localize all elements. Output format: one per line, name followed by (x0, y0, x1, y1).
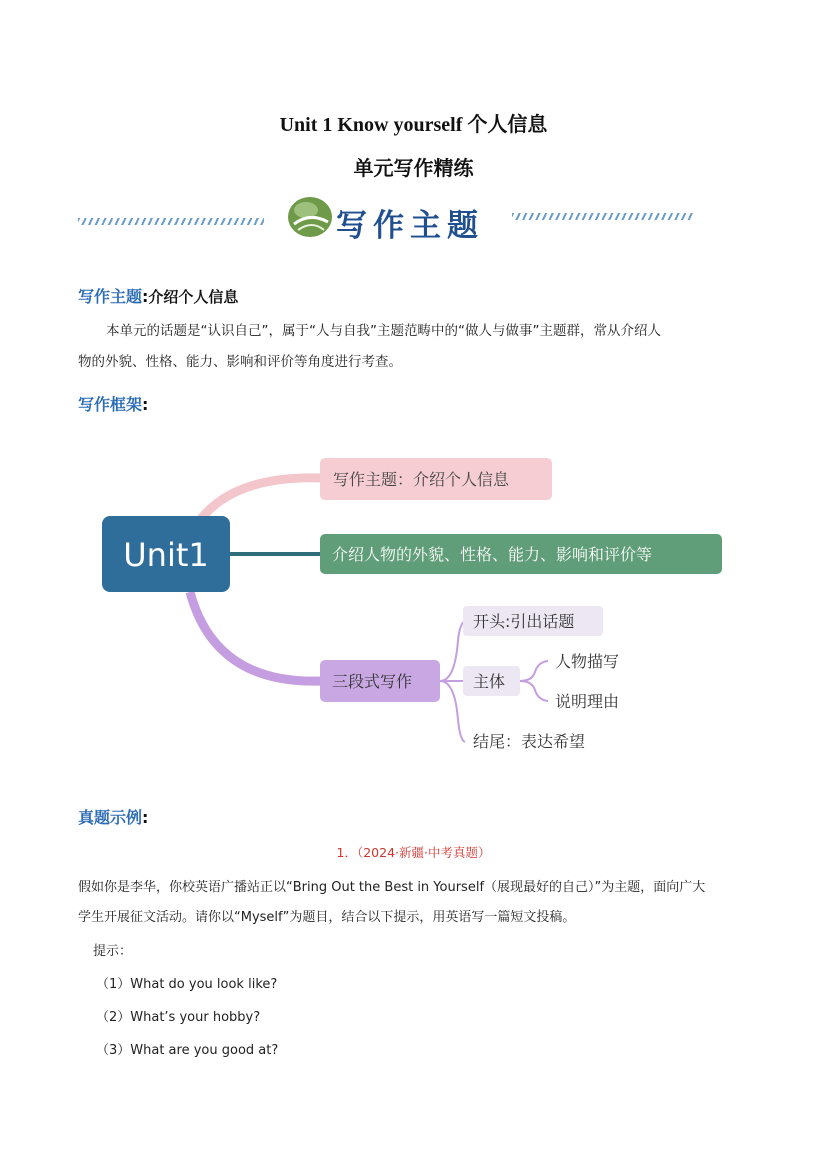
branch-body-b (520, 681, 548, 701)
node3-label: 三段式写作 (332, 672, 413, 691)
hint-item: （3）What are you good at? (96, 1043, 279, 1058)
banner-left-stripe (78, 218, 264, 225)
topic-value: 介绍个人信息 (148, 288, 239, 306)
node2-label: 介绍人物的外貌、性格、能力、影响和评价等 (332, 545, 653, 564)
examples-colon: : (142, 808, 149, 827)
framework-heading-line (78, 392, 148, 415)
document-subtitle: 单元写作精练 (353, 158, 474, 180)
node1-label: 写作主题：介绍个人信息 (333, 470, 510, 489)
framework-colon: : (142, 395, 149, 414)
document-title: Unit 1 Know yourself 个人信息 (279, 114, 548, 136)
topic-paragraph-line2: 物的外貌、性格、能力、影响和评价等角度进行考查。 (78, 354, 402, 370)
branch-node1 (200, 478, 322, 520)
example-prompt-line2: 学生开展征文活动。请你以“Myself”为题目，结合以下提示，用英语写一篇短文投稿。 (78, 910, 576, 925)
examples-heading: 真题示例 (78, 808, 143, 827)
root-label: Unit1 (123, 536, 209, 574)
sub-body-a-label: 人物描写 (555, 652, 620, 671)
branch-end (440, 681, 465, 742)
hint-item: （1）What do you look like? (96, 977, 278, 992)
branch-open (440, 621, 465, 681)
topic-colon: : (142, 287, 149, 306)
branch-node3 (190, 592, 322, 681)
hint-item: （2）What’s your hobby? (96, 1010, 261, 1025)
leaf-emblem-icon (284, 190, 336, 242)
banner-label: 写作主题 (336, 208, 484, 244)
topic-heading: 写作主题 (78, 287, 143, 306)
example-source: （2024·新疆·中考真题） (356, 845, 491, 860)
example-prompt-line1: 假如你是李华，你校英语广播站正以“Bring Out the Best in Yourself（展现最好的自己）”为主题，面向广大 (78, 880, 706, 895)
hint-label: 提示： (93, 944, 133, 959)
topic-paragraph-line1: 本单元的话题是“认识自己”，属于“人与自我”主题范畴中的“做人与做事”主题群，常从介绍人 (106, 323, 661, 339)
example-number: 1． (336, 845, 357, 860)
branch-body-a (520, 661, 548, 681)
sub-end-label: 结尾：表达希望 (473, 732, 586, 751)
mind-map (0, 440, 827, 770)
sub-body-label: 主体 (473, 672, 506, 691)
examples-heading-line (78, 805, 148, 828)
sub-open-label: 开头:引出话题 (473, 612, 575, 631)
topic-heading-line (78, 284, 238, 307)
sub-body-b-label: 说明理由 (555, 692, 620, 711)
example-source-line (0, 843, 827, 861)
framework-heading: 写作框架 (78, 395, 143, 414)
banner-right-stripe (512, 213, 694, 220)
